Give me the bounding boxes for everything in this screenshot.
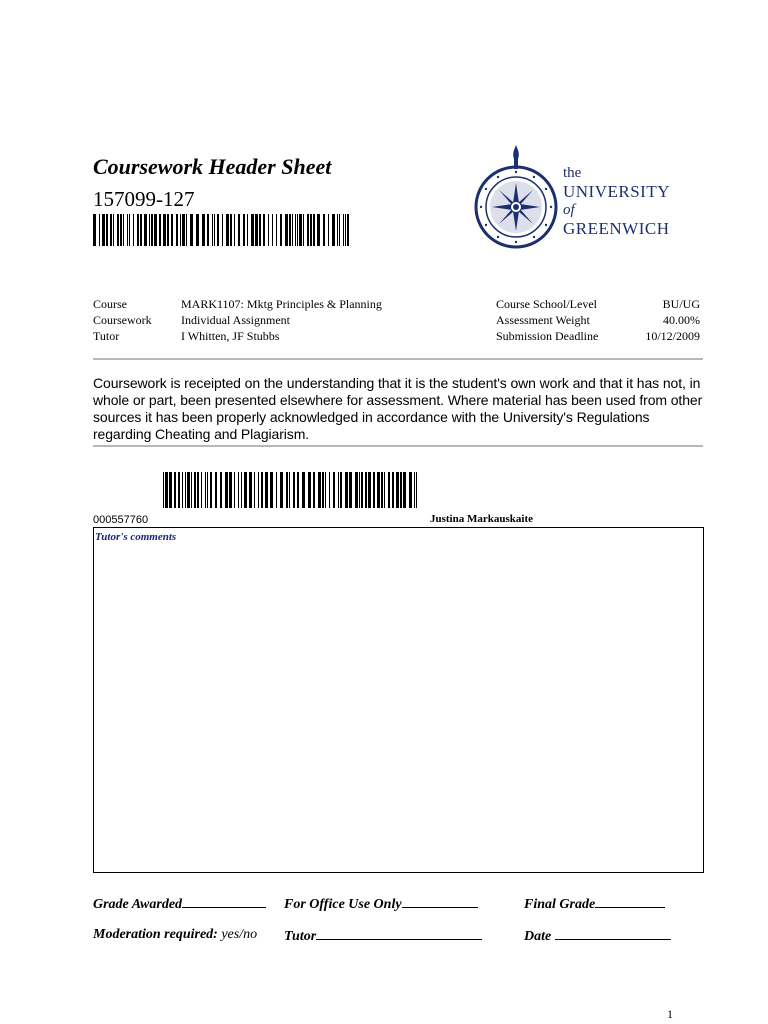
moderation-yes-no[interactable]: yes/no [221,927,258,942]
label-submission-deadline: Submission Deadline [496,329,599,343]
value-school-level: BU/UG [662,297,700,311]
logo-of: of [563,202,575,218]
label-course: Course [93,297,127,311]
divider [93,445,703,447]
value-course: MARK1107: Mktg Principles & Planning [181,297,382,311]
page-number: 1 [667,1007,673,1021]
divider [93,358,703,360]
student-id: 000557760 [93,514,149,526]
office-use [284,895,478,913]
grade-row-1 [93,895,266,913]
value-submission-deadline: 10/12/2009 [645,329,700,343]
date-label: Date [524,929,552,944]
value-tutor: I Whitten, JF Stubbs [181,329,280,343]
info-labels [93,296,152,344]
grade-awarded-field[interactable] [182,895,266,908]
tutor-field[interactable] [316,927,482,940]
moderation-label: Moderation required: [93,927,218,942]
coursework-code: 157099-127 [93,187,195,211]
tutor-comments-box[interactable] [93,527,704,873]
label-tutor: Tutor [93,329,120,343]
final-grade [524,895,665,913]
logo-greenwich: GREENWICH [563,219,670,238]
declaration-text: Coursework is receipted on the understanding that it is the student's own work and that it has not, in whole or part, been presented elsewhere for assessment. Where material has been used from other sources it has been properly acknowledged in accordance with the University's Regulations regarding Cheating and Plagiarism. [93,375,703,442]
final-grade-field[interactable] [595,895,665,908]
info-values-right [645,296,700,344]
label-coursework: Coursework [93,313,152,327]
coursework-barcode [93,214,349,246]
label-assessment-weight: Assessment Weight [496,313,590,327]
grade-awarded-label: Grade Awarded [93,897,183,912]
student-barcode [163,472,419,508]
info-labels-right [496,296,598,344]
logo-university: UNIVERSITY [563,182,670,201]
student-name: Justina Markauskaite [430,513,533,525]
logo-the: the [563,165,582,181]
moderation [93,927,257,943]
date-field[interactable] [555,927,671,940]
value-assessment-weight: 40.00% [663,313,700,327]
value-coursework: Individual Assignment [181,313,290,327]
office-use-label: For Office Use Only [284,897,402,912]
tutor-comments-label: Tutor's comments [95,531,177,543]
office-use-field[interactable] [402,895,478,908]
tutor-sign [284,927,482,945]
university-seal-icon [474,145,558,249]
label-school-level: Course School/Level [496,297,597,311]
date [524,927,671,945]
info-values [181,296,382,344]
page-title: Coursework Header Sheet [93,154,332,179]
tutor-label: Tutor [284,929,317,944]
university-logo [563,166,670,237]
final-grade-label: Final Grade [524,897,596,912]
